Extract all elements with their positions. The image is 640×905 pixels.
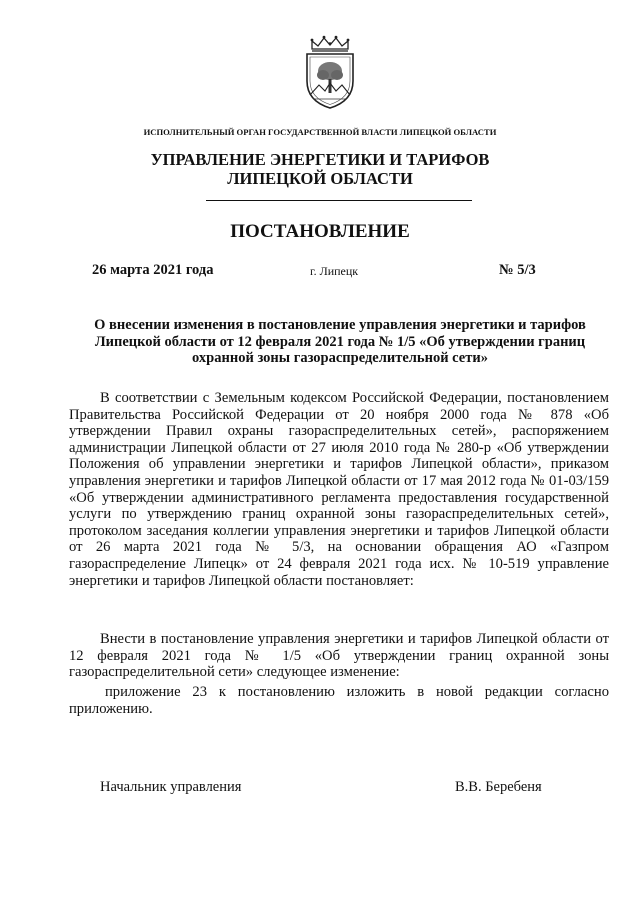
document-city: г. Липецк: [310, 264, 359, 278]
agency-name-line2: ЛИПЕЦКОЙ ОБЛАСТИ: [227, 169, 413, 188]
agency-name: [0, 150, 640, 188]
document-subject: О внесении изменения в постановление управления энергетики и тарифов Липецкой области от 12 февраля 2021 года № 1/5 «Об утверждении границ охранной зоны газораспределительной сети»: [94, 317, 586, 366]
agency-name-line1: УПРАВЛЕНИЕ ЭНЕРГЕТИКИ И ТАРИФОВ: [150, 150, 490, 169]
signer-title: Начальник управления: [100, 779, 242, 795]
header-divider: [206, 200, 472, 201]
body-paragraph-2: Внести в постановление управления энергетики и тарифов Липецкой области от 12 февраля 2021 года № 1/5 «Об утверждении границ охранной зоны газораспределительной сети» следующее изменение:: [69, 631, 609, 681]
body-paragraph-3: приложение 23 к постановлению изложить в новой редакции согласно приложению.: [69, 684, 609, 717]
signer-name: В.В. Беребеня: [455, 779, 542, 795]
document-type-title: ПОСТАНОВЛЕНИЕ: [230, 221, 410, 242]
document-date: 26 марта 2021 года: [92, 262, 214, 278]
lipetsk-coat-of-arms-icon: [299, 35, 361, 111]
body-paragraph-1: В соответствии с Земельным кодексом Российской Федерации, постановлением Правительства Российской Федерации от 20 ноября 2000 года № 878 «Об утверждении Правил охраны газораспределительных сетей», распоряжением администрации Липецкой области от 27 июля 2010 года № 280-р «Об утверждении Положения об управлении энергетики и тарифов Липецкой области», приказом управления энергетики и тарифов Липецкой области от 17 мая 2012 года № 01-03/159 «Об утверждении административного регламента предоставления государственной услуги по утверждению границ охранной зоны газораспределительных сетей», протоколом заседания коллегии управления энергетики и тарифов Липецкой области от 26 марта 2021 года № 5/3, на основании обращения АО «Газпром газораспределение Липецк» от 24 февраля 2021 года исх. № 10-519 управление энергетики и тарифов Липецкой области постановляет:: [69, 390, 609, 589]
document-number: № 5/3: [499, 262, 536, 278]
authority-name: ИСПОЛНИТЕЛЬНЫЙ ОРГАН ГОСУДАРСТВЕННОЙ ВЛАСТИ ЛИПЕЦКОЙ ОБЛАСТИ: [143, 127, 497, 137]
